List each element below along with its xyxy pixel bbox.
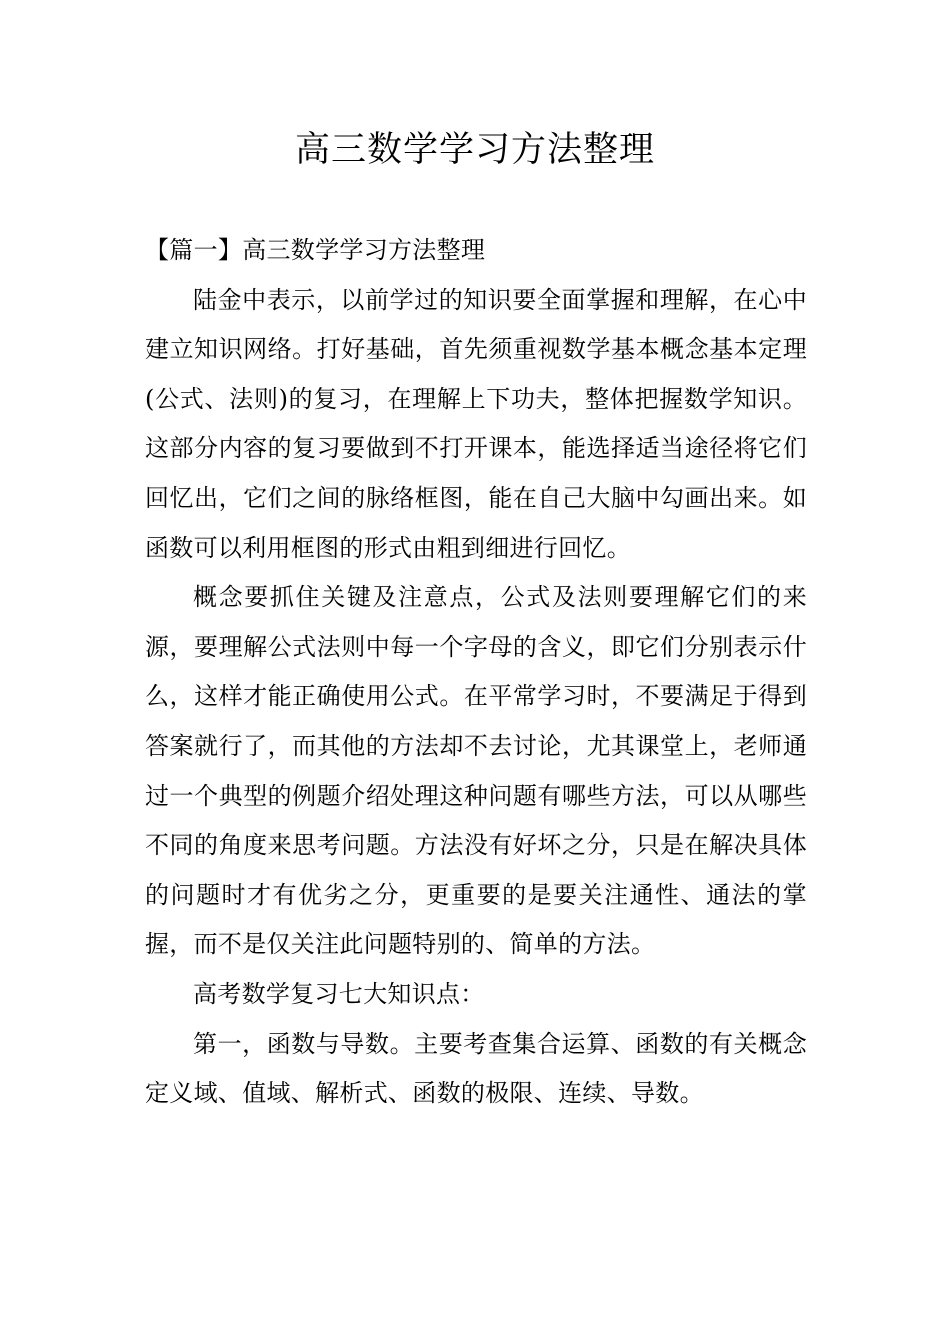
paragraph-concepts-formulas: 概念要抓住关键及注意点，公式及法则要理解它们的来源，要理解公式法则中每一个字母的含义，即它们分别表示什么，这样才能正确使用公式。在平常学习时，不要满足于得到答案就行了，而其他的方法却不去讨论，尤其课堂上，老师通过一个典型的例题介绍处理这种问题有哪些方法，可以从哪些不同的角度来思考问题。方法没有好坏之分，只是在解决具体的问题时才有优劣之分，更重要的是要关注通性、通法的掌握，而不是仅关注此问题特别的、简单的方法。 [145, 583, 807, 959]
paragraph-seven-topics-intro: 高考数学复习七大知识点： [193, 979, 485, 1008]
section-heading: 【篇一】高三数学学习方法整理 [145, 236, 486, 264]
paragraph-functions-derivatives: 第一，函数与导数。主要考查集合运算、函数的有关概念定义域、值域、解析式、函数的极限、连续、导数。 [145, 1029, 807, 1108]
paragraph-knowledge-network: 陆金中表示，以前学过的知识要全面掌握和理解，在心中建立知识网络。打好基础，首先须重视数学基本概念基本定理(公式、法则)的复习，在理解上下功夫，整体把握数学知识。这部分内容的复习要做到不打开课本，能选择适当途径将它们回忆出，它们之间的脉络框图，能在自己大脑中勾画出来。如函数可以利用框图的形式由粗到细进行回忆。 [145, 285, 807, 562]
document-title: 高三数学学习方法整理 [294, 130, 655, 170]
document-body [145, 226, 807, 1119]
